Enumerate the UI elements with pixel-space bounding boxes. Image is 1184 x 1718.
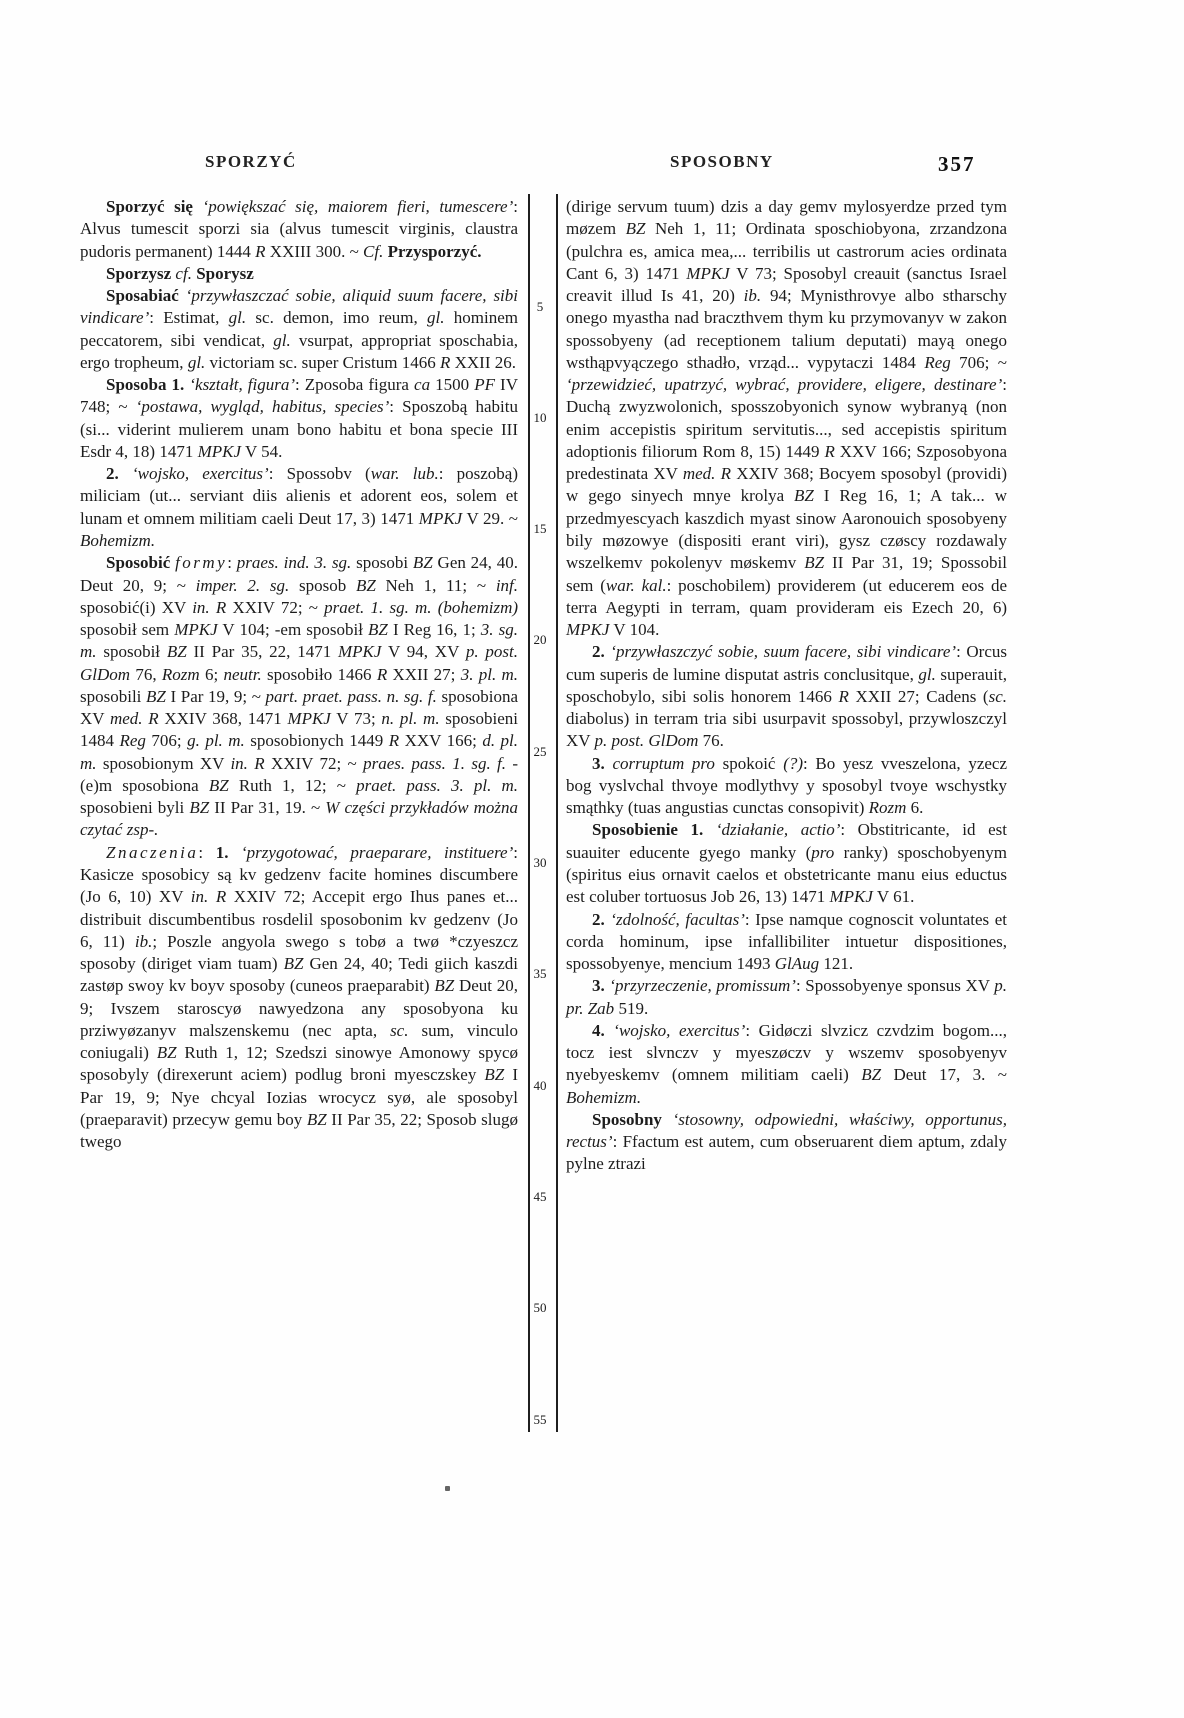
text-segment: : Sposzobą habitu (si... viderint mulierem unam bono habitu et bona specie III Esdr 4, 18) 1471 [80,397,518,461]
dictionary-paragraph [80,552,518,841]
text-segment: BZ [156,1043,177,1063]
text-segment: med. R [109,709,159,729]
text-segment: ‘przywłaszczyć sobie, suum facere, sibi vindicare’ [610,642,957,662]
text-segment: sposobić(i) XV [80,597,193,617]
text-segment: V 54. [241,441,283,461]
text-segment: R [824,441,835,461]
text-segment: 2. [106,464,132,484]
text-segment: sposobiona XV [80,686,519,729]
gutter-line-number: 55 [533,1411,547,1427]
text-segment: BZ [794,486,814,506]
running-head-left-word: SPORZYĆ [205,152,297,171]
text-segment: 6. [906,798,924,818]
text-segment: BZ [412,553,433,573]
text-segment: V 73; Sposobyl creauit (sanctus Israel creavit illud Is 41, 20) [566,263,1007,306]
text-segment: d. pl. m. [80,731,519,773]
text-segment: war. lub. [370,464,439,484]
dictionary-paragraph [566,819,1007,908]
text-segment: IV 748; ~ [80,375,518,417]
gutter-line-number: 45 [533,1188,547,1204]
text-segment: 3. [592,976,610,996]
text-segment: V 73; [330,709,382,729]
text-segment: I Reg 16, 1; A tak... w przedmyescyach kaszdich myast sinow Aaronouich sposobyeny bily møzowye (dispositi erant viri), gysz czøscy rozdawaly wszelkemv pokolenyv møskemv [566,486,1007,573]
text-segment: Reg [924,352,951,372]
text-segment: : Zposoba figura [295,375,415,395]
text-segment: ‘postawa, wygląd, habitus, species’ [135,397,390,417]
text-segment: XXV 166; Szposobyona predestinata XV [566,441,1007,484]
text-segment: praes. ind. 3. sg. [236,553,352,573]
text-segment: II Par 35, 22, 1471 [186,642,339,662]
text-segment: corruptum pro [612,753,715,773]
text-segment: 519. [614,998,649,1018]
text-segment: : [198,842,216,862]
text-segment: MPKJ [338,642,382,662]
text-segment: Neh 1, 11; Ordinata sposchiobyona, zrzandzona (pulchra es, amica mea,... terribilis ut castrorum acies ordinata Cant 6, 3) 1471 [566,219,1007,283]
text-segment: R [388,731,400,751]
text-segment: med. R [682,464,731,484]
text-segment: ‘powiększać się, maiorem fieri, tumescere’ [202,197,514,216]
text-segment: war. kal. [605,575,667,595]
text-segment: 3. sg. m. [80,620,518,662]
dictionary-paragraph [566,1020,1007,1109]
text-segment: p. post. GlDom [80,642,518,684]
text-segment: 2. [592,642,611,662]
running-head-right-word: SPOSOBNY [670,152,774,171]
text-segment: XXIV 72; ~ [226,597,325,617]
text-segment: sposobieni 1484 [80,709,518,751]
text-segment: in. R [230,753,265,773]
text-segment: XXV 166; [399,731,483,751]
text-segment: -(e)m sposobiona [80,753,518,795]
text-segment: ib. [743,286,762,306]
text-segment: Deut 17, 3. ~ [881,1065,1008,1085]
text-segment: XXIV 72; Accepit ergo Ihus panes et... distribuit discumbentibus rosdelil sposobonim kv gedzenv (Jo 6, 11) [80,887,519,951]
text-segment: : Orcus cum superis de lumine disputat astris conclusitque, [566,642,1007,684]
text-segment: gl. [228,308,247,328]
text-segment: : [227,553,237,573]
text-segment: : Ffactum est autem, cum obseruarent diem aptum, zdaly pylne ztrazi [566,1132,1007,1174]
text-segment: MPKJ [686,263,730,283]
text-segment: sposob [289,575,356,595]
right-text-column [566,196,1007,1176]
text-segment: neutr. [223,664,262,684]
text-segment: : Kasicze sposobicy są kv gedzenv facite homines discumbere (Jo 6, 10) XV [80,842,518,907]
text-segment: Przysporzyć. [387,241,482,261]
text-segment: 1. [215,842,242,862]
text-segment: R [838,686,849,706]
gutter-line-number: 40 [533,1077,547,1093]
text-segment: : Duchą zwyzwolonich, sposszobyonich synow wybranyą (non enim accepistis spiritum servitutis..., sed accepistis spiritum adoptionis filiorum Rom 8, 15) 1449 [566,375,1007,461]
text-segment: BZ [355,575,376,595]
text-segment: gl. [273,330,291,350]
gutter-rule-left [528,194,530,1432]
text-segment: 76, [130,664,162,684]
text-segment: V 104; -em sposobił [217,620,369,640]
text-segment: (?) [783,753,804,773]
text-segment: spokoić [714,753,784,773]
text-segment: 3. [592,753,613,773]
text-segment: : Bo yesz vveszelona, yzecz bog vyslvchal thvoye modlythvy y sposobyl tvoye wschystky smąthky (tuas angustias cunctas consopivit) [566,753,1008,818]
text-segment: : poszobą) miliciam (ut... serviant diis alienis et adorent eos, solem et lunam et omnem militiam caeli Deut 17, 3) 1471 [80,464,519,528]
text-segment: sposobieni byli [80,798,190,818]
text-segment: : poschobilem) providerem (ut educerem eos de terra Aegypti in terram, quam provideram eis Ezech 20, 6) [566,575,1008,617]
gutter-line-number: 50 [533,1300,547,1316]
text-segment: Deut 20, 9; Ivszem staroscyø nawyedzona any sposobyona ku prziwyøzanyv malszenskemu (nec apta, [80,976,518,1040]
text-segment: MPKJ [566,620,610,640]
text-segment: sc. demon, imo reum, [246,308,428,328]
text-segment: Sporzyć się [106,197,203,216]
text-segment: V 29. ~ [462,508,518,528]
text-segment: W części przykładów można czytać zsp-. [80,798,519,840]
text-segment: MPKJ [287,709,331,729]
text-segment: sposobił [96,642,167,662]
text-segment: BZ [368,620,388,640]
text-segment: g. pl. m. [187,731,245,751]
text-segment: 706; ~ [950,352,1007,372]
text-segment: BZ [804,553,825,573]
text-segment: BZ [306,1109,327,1129]
text-segment: BZ [146,686,166,706]
text-segment: XXII 27; [387,664,461,684]
gutter-line-number: 10 [533,409,547,425]
text-segment: Znaczenia [106,842,199,862]
text-segment: Sposobienie 1. [592,820,716,840]
text-segment: ib. [134,931,153,951]
text-segment: Neh 1, 11; ~ [375,575,496,595]
text-segment: Rozm [868,798,907,818]
text-segment: Reg [119,731,146,751]
text-segment: p. post. GlDom [594,731,699,751]
text-segment: ca [414,375,431,395]
text-segment: 94; Mynisthrovye albo stharschy onego myastha nad braczthvem thym ku przymovanyv w zakon spossobyeny (ad receptionem talium deputati) mayą onego wsthąpvyączego sthadło, vrząd... vypytaczi 1484 [566,286,1007,372]
text-segment: praet. pass. 3. pl. m. [356,775,519,795]
gutter-line-number: 35 [533,966,547,982]
text-segment: PF [474,375,495,395]
gutter-line-number: 25 [533,743,547,759]
text-segment: : Spossobyenye sponsus XV [795,976,995,996]
text-segment: : Spossobv ( [268,464,371,484]
text-segment: 121. [819,954,854,974]
text-segment: Rozm [161,664,200,684]
text-segment: sposobionych 1449 [244,731,389,751]
text-segment: sc. [988,686,1007,706]
text-segment: ; Poszle angyola swego s tobø a twø *czyeszcz sposoby (diriget viam tuam) [80,931,518,974]
dictionary-paragraph [80,463,518,552]
text-segment: n. pl. m. [381,709,440,729]
dictionary-paragraph [80,842,518,1154]
text-segment: ‘przygotować, praeparare, instituere’ [241,842,514,862]
text-segment: MPKJ [418,508,463,528]
dictionary-paragraph [80,196,518,263]
text-segment: 76. [698,731,724,751]
text-segment: : Ipse namque cognoscit voluntates et corda hominum, ipse infallibiliter intuetur dispositiones, spossobyenye, mencium 1493 [566,909,1007,974]
text-segment: superauit, sposchobylo, sibi solis honorem 1466 [566,664,1007,706]
text-segment: ‘zdolność, facultas’ [610,909,745,929]
text-segment: I Reg 16, 1; [387,620,481,640]
text-segment: Gen 24, 40. Deut 20, 9; ~ [80,553,518,595]
text-segment: Sporysz [196,263,254,283]
text-segment: : Gidøczi slvzicz czvdzim bogom..., tocz iest slvnczv y myeszøczv y wszemv sposobyenyv nyebyeskemv (omnem militiam caeli) [566,1020,1007,1085]
page-number: 357 [938,152,976,176]
text-segment: BZ [434,976,455,996]
text-segment: Bohemizm. [566,1087,642,1107]
text-segment: ‘wojsko, exercitus’ [131,464,269,484]
text-segment: in. R [190,887,227,907]
text-segment: GlAug [774,954,820,974]
gutter-line-number: 15 [533,521,547,537]
text-segment: part. praet. pass. n. sg. f. [265,686,437,706]
gutter-rule-right [556,194,558,1432]
dictionary-paragraph [80,374,518,463]
text-segment: : Alvus tumescit sporzi sia (alvus tumescit virginis, claustra pudoris permanent) 1444 [80,197,518,261]
text-segment: : Obstitricante, id est suauiter educente gyego manky ( [566,820,1007,862]
text-segment: 1500 [430,375,475,395]
gutter-line-number: 5 [536,298,544,314]
text-segment: I Par 19, 9; ~ [165,686,266,706]
text-segment: V 94, XV [381,642,466,662]
text-segment: II Par 31, 19; Spossobil sem ( [566,553,1007,595]
text-segment: BZ [484,1065,505,1085]
text-segment: praes. pass. 1. sg. f. [363,753,506,773]
text-segment: sposobili [80,686,147,706]
text-segment: inf. [495,575,519,595]
text-segment: Sposobny [592,1109,673,1129]
text-segment: BZ [189,798,210,818]
text-segment: BZ [283,954,304,974]
text-segment: BZ [166,642,187,662]
left-text-column [80,196,518,1153]
text-segment: MPKJ [197,441,242,461]
text-segment: Sposobić [106,553,176,573]
text-segment: diabolus) in terram tria sibi usurpavit spossobyl, przywloszczyl XV [566,709,1007,751]
text-segment: : Estimat, [149,308,229,328]
dictionary-paragraph [566,909,1007,976]
dictionary-paragraph [80,263,518,285]
dictionary-paragraph [566,1109,1007,1176]
text-segment: hominem peccatorem, sibi vendicat, [80,308,518,350]
text-segment: R [439,352,451,372]
text-segment: ‘kształt, figura’ [189,375,295,395]
text-segment: Ruth 1, 12; Szedszi sinowye Amonowy spycø sposobyly (direxerunt aciem) podlug broni myesczskey [80,1043,518,1085]
text-segment: XXII 26. [450,352,516,372]
text-segment: sc. [390,1020,409,1040]
text-segment: R [376,664,388,684]
text-segment: ‘przyrzeczenie, promissum’ [609,976,796,996]
text-segment: XXIV 368, 1471 [158,709,288,729]
scan-speck [445,1486,450,1491]
text-segment: ‘stosowny, odpowiedni, właściwy, opportunus, rectus’ [566,1109,1007,1152]
text-segment: vsurpat, appropriat sposchabia, ergo tropheum, [80,330,518,372]
text-segment: Gen 24, 40; Tedi giich kaszdi zastøp swoy kv boyv sposoby (cuneos praeparabit) [80,954,518,996]
gutter-line-number: 30 [533,855,547,870]
text-segment: sum, vinculo coniugali) [80,1020,518,1063]
text-segment: BZ [625,219,646,239]
text-segment: R [255,241,266,261]
text-segment: p. pr. Zab [566,976,1008,1018]
text-segment: gl. [918,664,936,684]
text-segment: cf. [175,263,192,283]
text-segment: II Par 35, 22; Sposob slugø twego [80,1109,518,1152]
text-segment: gl. [427,308,445,328]
text-segment: ‘przewidzieć, upatrzyć, wybrać, providere, eligere, destinare’ [566,375,1003,395]
text-segment: sposobionym XV [96,753,231,773]
text-segment: victoriam sc. super Cristum 1466 [205,352,440,372]
text-segment: sposobił sem [80,620,175,640]
text-segment: Bohemizm. [80,530,156,550]
text-segment: BZ [208,775,229,795]
text-segment: 3. pl. m. [460,664,519,684]
text-segment: imper. 2. sg. [195,575,290,595]
text-segment: ranky) sposchobyenym (spiritus eius ornavit caelos et obstetricante manu eius eductus est coluber tortuosus Job 26, 13) 1471 [566,842,1007,907]
text-segment: formy [175,553,228,573]
text-segment: MPKJ [829,887,873,907]
dictionary-paragraph [566,196,1007,641]
text-segment: 6; [199,664,224,684]
text-segment: ‘przywłaszczać sobie, aliquid suum facere, sibi vindicare’ [80,286,519,328]
dictionary-paragraph [566,753,1007,820]
text-segment: Sposabiać [106,286,186,306]
text-segment: XXIII 300. ~ [265,241,364,261]
text-segment: I Par 19, 9; Nye chcyal Iozias wrocycz syø, ale sposobyl (praeparavit) przecyw gemu boy [80,1065,518,1129]
text-segment: 2. [592,909,611,929]
text-segment: XXIV 368; Bocyem sposobyl (providi) w gego sinyech mnye krolya [566,464,1007,506]
gutter-line-number: 20 [533,632,547,648]
text-segment: II Par 31, 19. ~ [209,798,326,818]
text-segment: V 104. [609,620,660,640]
text-segment: (dirige servum tuum) dzis a day gemv mylosyerdze przed tym møzem [566,197,1007,239]
text-segment: Cf. [363,241,384,261]
text-segment: 706; [145,731,188,751]
dictionary-paragraph [566,975,1007,1020]
text-segment: Sporzysz [106,263,176,283]
text-segment: Sposoba 1. [106,375,190,395]
text-segment: sposobi [351,553,413,573]
text-segment: 4. [592,1020,614,1040]
text-segment: sposobiło 1466 [261,664,377,684]
text-segment: in. R [192,597,227,617]
text-segment: ‘wojsko, exercitus’ [613,1020,746,1040]
text-segment: pro [811,842,835,862]
text-segment: Ruth 1, 12; ~ [228,775,357,795]
text-segment: gl. [187,352,206,372]
text-segment: ‘działanie, actio’ [715,820,841,840]
text-segment: XXII 27; Cadens ( [848,686,989,706]
dictionary-paragraph [566,641,1007,752]
text-segment: XXIV 72; ~ [264,753,364,773]
dictionary-paragraph [80,285,518,374]
text-segment: V 61. [872,887,915,907]
text-segment: praet. 1. sg. m. (bohemizm) [324,597,519,617]
text-segment: BZ [861,1065,882,1085]
text-segment: MPKJ [174,620,218,640]
